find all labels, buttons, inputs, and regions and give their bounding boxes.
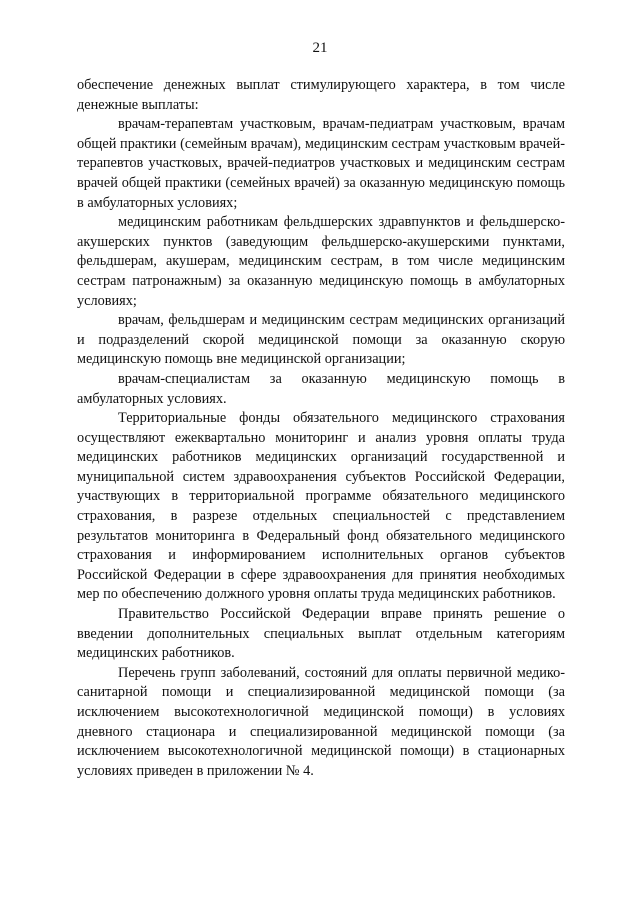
paragraph-emergency-care: врачам, фельдшерам и медицинским сестрам медицинских организаций и подразделений скорой медицинской помощи за оказанную скорую медицинскую помощь вне медицинской организации; <box>77 312 565 368</box>
paragraph-feldsher-points: медицинским работникам фельдшерских здравпунктов и фельдшерско-акушерских пунктов (заведующим фельдшерско-акушерскими пунктами, фельдшерам, акушерам, медицинским сестрам, в том числе медицинским сестрам патронажным) за оказанную медицинскую помощь в амбулаторных условиях; <box>77 214 565 309</box>
paragraph-government: Правительство Российской Федерации вправе принять решение о введении дополнительных специальных выплат отдельным категориям медицинских работников. <box>77 606 565 662</box>
paragraph-specialists: врачам-специалистам за оказанную медицинскую помощь в амбулаторных условиях. <box>77 370 565 407</box>
paragraph-disease-groups: Перечень групп заболеваний, состояний для оплаты первичной медико-санитарной помощи и специализированной медицинской помощи (за исключением высокотехнологичной медицинской помощи) в условиях дневного стационара и специализированной медицинской помощи (за исключением высокотехнологичной медицинской помощи) в стационарных условиях приведен в приложении № 4. <box>77 664 565 779</box>
page-number: 21 <box>312 40 328 56</box>
paragraph-district-doctors: врачам-терапевтам участковым, врачам-педиатрам участковым, врачам общей практики (семейным врачам), медицинским сестрам участковым врачей-терапевтов участковых, врачей-педиатров участковых и медицинским сестрам врачей общей практики (семейных врачей) за оказанную медицинскую помощь в амбулаторных условиях; <box>77 116 565 211</box>
body-text <box>77 76 565 781</box>
paragraph-payment-intro: обеспечение денежных выплат стимулирующего характера, в том числе денежные выплаты: <box>77 77 565 113</box>
paragraph-monitoring: Территориальные фонды обязательного медицинского страхования осуществляют ежеквартально мониторинг и анализ уровня оплаты труда медицинских работников медицинских организаций государственной и муниципальной систем здравоохранения субъектов Российской Федерации, участвующих в территориальной программе обязательного медицинского страхования, в разрезе отдельных специальностей с представлением результатов мониторинга в Федеральный фонд обязательного медицинского страхования и информированием исполнительных органов субъектов Российской Федерации в сфере здравоохранения для принятия необходимых мер по обеспечению должного уровня оплаты труда медицинских работников. <box>77 410 565 603</box>
